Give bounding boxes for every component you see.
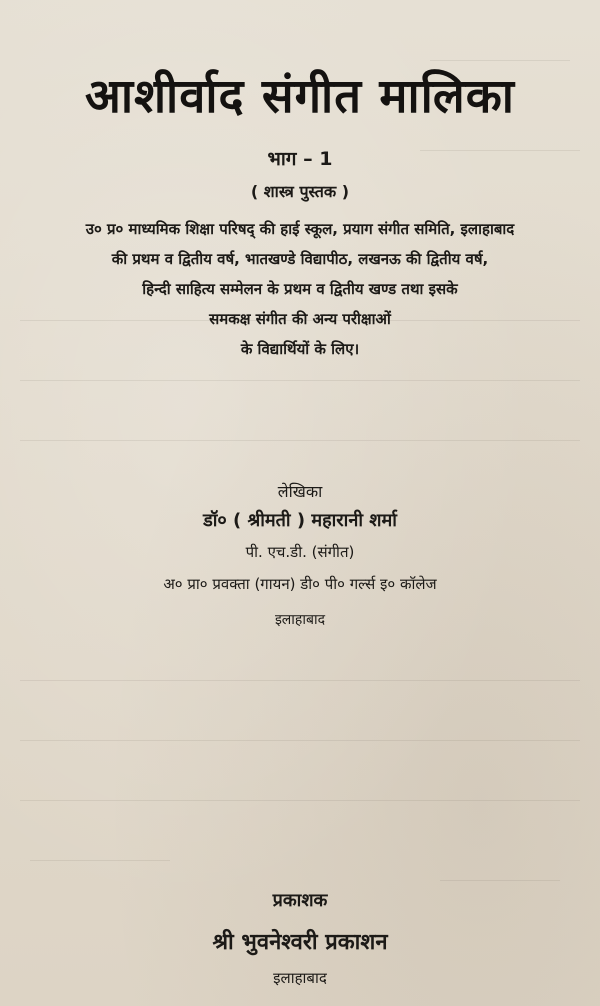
book-description [30,214,570,364]
description-line: हिन्दी साहित्य सम्मेलन के प्रथम व द्वितीय खण्ड तथा इसके [142,280,458,298]
author-city: इलाहाबाद [274,612,326,628]
publisher-label: प्रकाशक [272,890,328,911]
bleed-line [440,880,560,881]
bleed-line [20,680,580,681]
author-label: लेखिका [277,482,323,501]
author-qualification: पी. एच.डी. (संगीत) [245,543,355,561]
bleed-line [20,380,580,381]
publisher-city: इलाहाबाद [273,969,327,987]
description-line: की प्रथम व द्वितीय वर्ष, भातखण्डे विद्यापीठ, लखनऊ की द्वितीय वर्ष, [111,250,489,268]
description-line: उ० प्र० माध्यमिक शिक्षा परिषद् की हाई स्कूल, प्रयाग संगीत समिति, इलाहाबाद [85,220,515,238]
author-name: डॉ० ( श्रीमती ) महारानी शर्मा [203,510,397,531]
description-line: समकक्ष संगीत की अन्य परीक्षाओं [209,310,391,328]
book-title: आशीर्वाद संगीत मालिका [85,69,515,124]
author-position: अ० प्रा० प्रवक्ता (गायन) डी० पी० गर्ल्स इ० कॉलेज [163,575,437,593]
bleed-line [20,740,580,741]
bleed-line [30,860,170,861]
description-line: के विद्यार्थियों के लिए। [240,340,360,358]
bleed-line [430,60,570,61]
book-subtitle: ( शास्त्र पुस्तक ) [250,182,350,201]
bleed-line [20,800,580,801]
part-number: भाग – 1 [267,148,333,170]
bleed-line [20,440,580,441]
publisher-name: श्री भुवनेश्वरी प्रकाशन [212,930,388,955]
